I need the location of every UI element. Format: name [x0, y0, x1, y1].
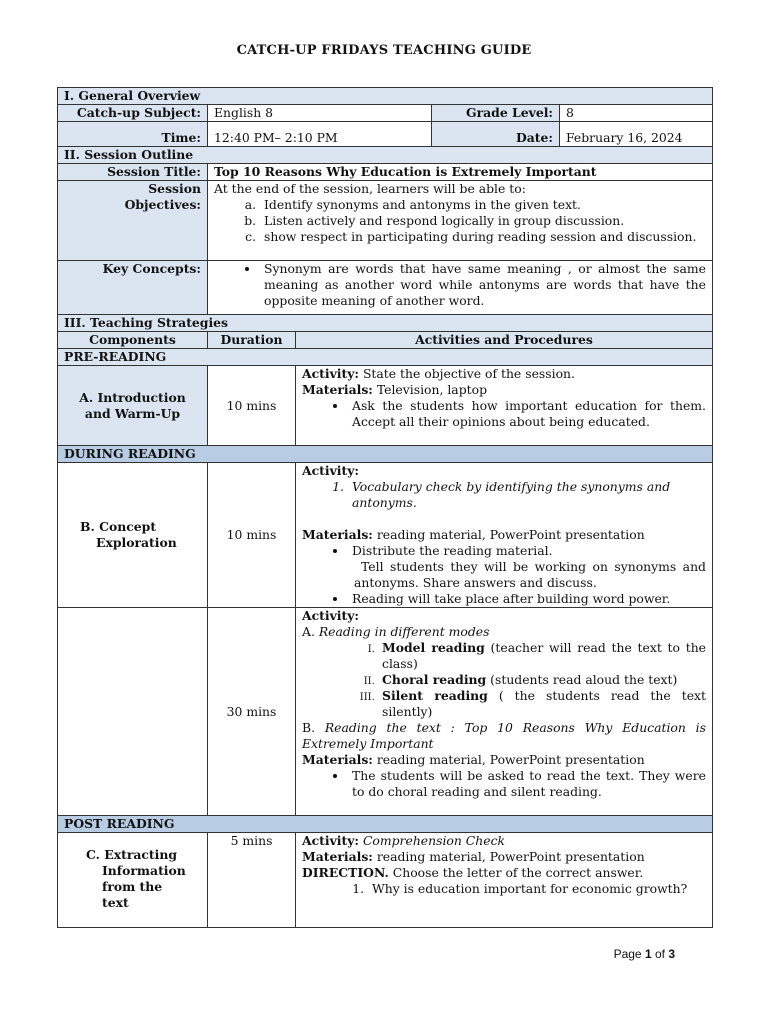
document-title: CATCH-UP FRIDAYS TEACHING GUIDE [236, 43, 532, 58]
objectives-list [214, 197, 706, 245]
activities-extracting-information [296, 833, 713, 928]
procedure-item: • Reading will take place after building word power. [348, 591, 706, 607]
concept-activity-list [302, 479, 706, 511]
col-duration: Duration [208, 332, 296, 349]
key-concepts-label: Key Concepts: [58, 261, 208, 315]
component-reading-empty [58, 608, 208, 816]
objectives-label-line2: Objectives: [124, 197, 201, 212]
objective-item: c. show respect in participating during reading session and discussion. [260, 229, 706, 245]
component-introduction-line1: A. Introduction [79, 389, 186, 405]
procedure-item: • The students will be asked to read the text. They were to do choral reading and silent reading. [348, 768, 706, 800]
col-components: Components [58, 332, 208, 349]
col-activities: Activities and Procedures [296, 332, 713, 349]
session-title-label: Session Title: [58, 164, 208, 181]
component-introduction-line2: and Warm-Up [84, 405, 181, 421]
objective-item: b. Listen actively and respond logically in group discussion. [260, 213, 706, 229]
concept-procedure-list-2 [302, 591, 706, 607]
reading-mode-item: II. Choral reading (students read aloud the text) [378, 672, 706, 688]
component-extracting-line1: C. Extracting [86, 847, 178, 862]
intro-activity: Activity: State the objective of the session. [302, 366, 575, 381]
reading-materials: Materials: reading material, PowerPoint presentation [302, 752, 645, 767]
key-concepts-content [208, 261, 713, 315]
section-general-overview: I. General Overview [58, 88, 713, 105]
component-extracting-line4: text [102, 895, 129, 910]
extracting-direction: DIRECTION. Choose the letter of the correct answer. [302, 865, 644, 880]
section-teaching-strategies: III. Teaching Strategies [58, 315, 713, 332]
grade-level-label: Grade Level: [432, 105, 560, 122]
reading-mode-item: I. Model reading (teacher will read the text to the class) [378, 640, 706, 672]
activities-concept-exploration [296, 463, 713, 608]
session-title-value: Top 10 Reasons Why Education is Extremely Important [208, 164, 713, 181]
component-concept-exploration [58, 463, 208, 608]
time-value: 12:40 PM– 2:10 PM [208, 122, 432, 147]
date-value: February 16, 2024 [560, 122, 713, 147]
reading-mode-item: III. Silent reading ( the students read the text silently) [378, 688, 706, 720]
procedure-item: • Ask the students how important education for them. Accept all their opinions about being educated. [348, 398, 706, 430]
component-extracting-line2: Information [102, 863, 186, 878]
subject-value: English 8 [208, 105, 432, 122]
objectives-label [58, 181, 208, 261]
reading-procedure-list [302, 768, 706, 800]
activities-introduction [296, 366, 713, 446]
time-label: Time: [58, 122, 208, 147]
objectives-intro: At the end of the session, learners will be able to: [214, 181, 526, 196]
band-during-reading: DURING READING [58, 446, 713, 463]
subject-label: Catch-up Subject: [58, 105, 208, 122]
concept-activity-label: Activity: [302, 463, 359, 478]
reading-mode-heading: A. Reading in different modes [302, 624, 490, 639]
component-extracting-line3: from the [102, 879, 163, 894]
extracting-activity: Activity: Comprehension Check [302, 833, 506, 848]
component-extracting-information [58, 833, 208, 928]
duration-extracting-information: 5 mins [208, 833, 296, 928]
objective-item: a. Identify synonyms and antonyms in the given text. [260, 197, 706, 213]
component-concept-line1: B. Concept [80, 519, 157, 534]
component-introduction [58, 366, 208, 446]
activities-reading [296, 608, 713, 816]
procedure-item: • Distribute the reading material. [348, 543, 706, 559]
duration-introduction: 10 mins [208, 366, 296, 446]
concept-activity-item: 1. Vocabulary check by identifying the synonyms and antonyms. [348, 479, 706, 511]
reading-activity-label: Activity: [302, 608, 359, 623]
band-post-reading: POST READING [58, 816, 713, 833]
intro-procedure-list [302, 398, 706, 430]
teaching-guide-table [57, 87, 713, 928]
objectives-content [208, 181, 713, 261]
question-item: 1. Why is education important for economic growth? [368, 881, 706, 897]
reading-modes-list [302, 640, 706, 720]
key-concept-item: • Synonym are words that have same meaning , or almost the same meaning as another word while antonyms are words that have the opposite meaning of another word. [260, 261, 706, 309]
concept-procedure-continued: Tell students they will be working on synonyms and antonyms. Share answers and discuss. [354, 559, 706, 590]
objectives-label-line1: Session [148, 181, 201, 196]
grade-level-value: 8 [560, 105, 713, 122]
key-concepts-list [214, 261, 706, 309]
duration-concept-exploration: 10 mins [208, 463, 296, 608]
reading-text-heading: B. Reading the text : Top 10 Reasons Why Education is Extremely Important [302, 720, 706, 751]
date-label: Date: [432, 122, 560, 147]
question-list [302, 881, 706, 897]
concept-procedure-list [302, 543, 706, 559]
section-session-outline: II. Session Outline [58, 147, 713, 164]
component-concept-line2: Exploration [96, 535, 177, 550]
duration-reading: 30 mins [208, 608, 296, 816]
extracting-materials: Materials: reading material, PowerPoint presentation [302, 849, 645, 864]
page-number: Page 1 of 3 [613, 947, 675, 961]
band-pre-reading: PRE-READING [58, 349, 713, 366]
concept-materials: Materials: reading material, PowerPoint presentation [302, 527, 645, 542]
intro-materials: Materials: Television, laptop [302, 382, 487, 397]
